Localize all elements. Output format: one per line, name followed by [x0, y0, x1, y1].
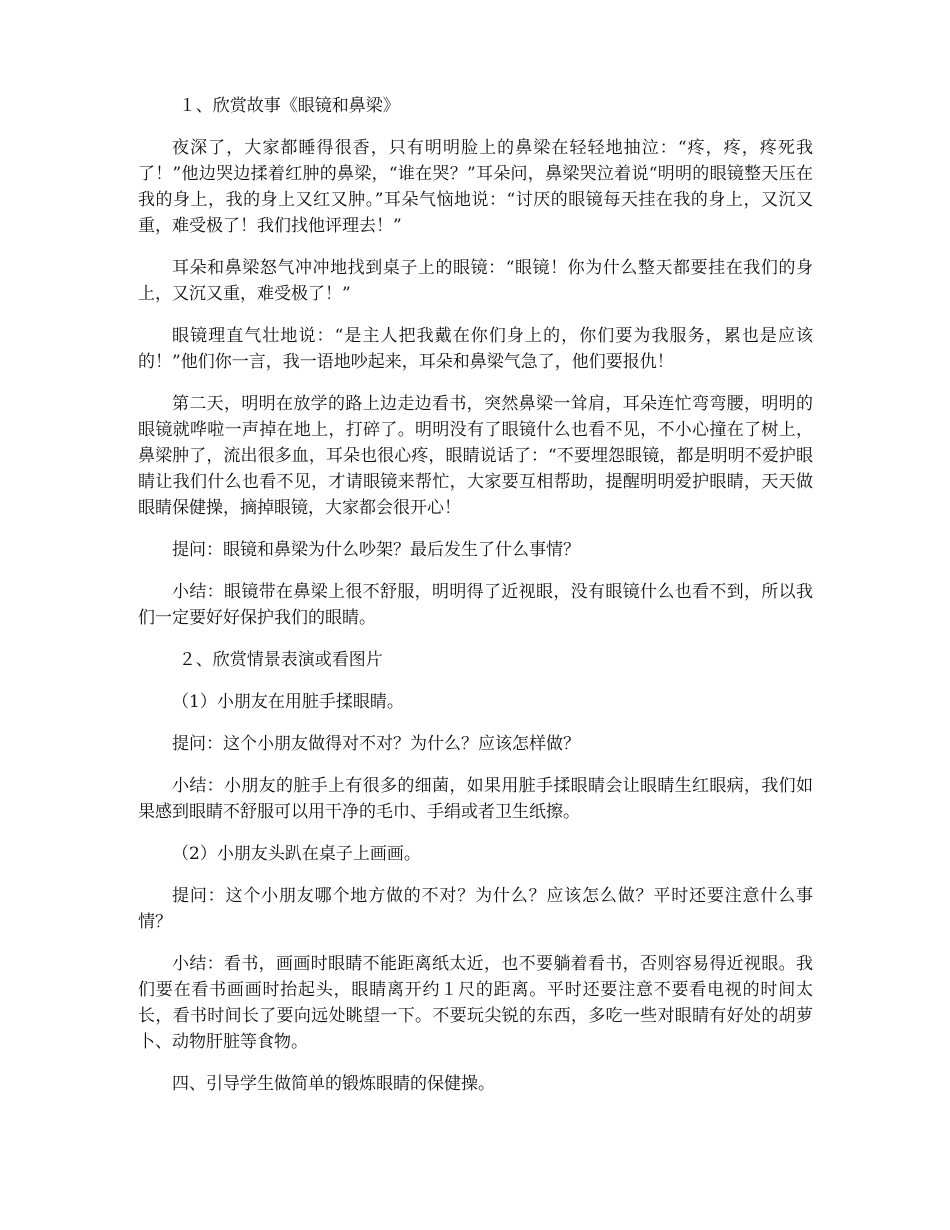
question-paragraph-2: 提问：这个小朋友做得对不对？为什么？应该怎样做？	[172, 734, 580, 754]
summary-paragraph-2: 小结：小朋友的脏手上有很多的细菌，如果用脏手揉眼睛会让眼睛生红眼病，我们如果感到眼睛不舒服可以用干净的毛巾、手绢或者卫生纸擦。	[138, 776, 813, 822]
story-paragraph-1: 夜深了，大家都睡得很香，只有明明脸上的鼻梁在轻轻地抽泣：“疼，疼，疼死我了！”他边哭边揉着红肿的鼻梁，“谁在哭？”耳朵问，鼻梁哭泣着说“明明的眼镜整天压在我的身上，我的身上又红又肿。”耳朵气恼地说：“讨厌的眼镜每天挂在我的身上，又沉又重，难受极了！我们找他评理去！”	[138, 138, 813, 236]
summary-paragraph-1: 小结：眼镜带在鼻梁上很不舒服，明明得了近视眼，没有眼镜什么也看不到，所以我们一定要好好保护我们的眼睛。	[138, 582, 813, 628]
question-paragraph-1: 提问：眼镜和鼻梁为什么吵架？最后发生了什么事情？	[172, 540, 580, 560]
section-heading-exercise: 四、引导学生做简单的锻炼眼睛的保健操。	[172, 1074, 495, 1094]
section-heading-story: １、欣赏故事《眼镜和鼻梁》	[178, 96, 400, 116]
section-heading-scene: ２、欣赏情景表演或看图片	[178, 650, 383, 670]
question-paragraph-3: 提问：这个小朋友哪个地方做的不对？为什么？应该怎么做？平时还要注意什么事情？	[138, 886, 813, 932]
story-paragraph-3: 眼镜理直气壮地说：“是主人把我戴在你们身上的，你们要为我服务，累也是应该的！”他们你一言，我一语地吵起来，耳朵和鼻梁气急了，他们要报仇！	[138, 326, 813, 372]
story-paragraph-2: 耳朵和鼻梁怒气冲冲地找到桌子上的眼镜：“眼镜！你为什么整天都要挂在我们的身上，又沉又重，难受极了！”	[138, 258, 813, 304]
scene-item-2: （2）小朋友头趴在桌子上画画。	[172, 844, 421, 864]
scene-item-1: （1）小朋友在用脏手揉眼睛。	[172, 692, 404, 712]
story-paragraph-4: 第二天，明明在放学的路上边走边看书，突然鼻梁一耸肩，耳朵连忙弯弯腰，明明的眼镜就哗啦一声掉在地上，打碎了。明明没有了眼镜什么也看不见，不小心撞在了树上，鼻梁肿了，流出很多血，耳朵也很心疼，眼睛说话了：“不要埋怨眼镜，都是明明不爱护眼睛让我们什么也看不见，才请眼镜来帮忙，大家要互相帮助，提醒明明爱护眼睛，天天做眼睛保健操，摘掉眼镜，大家都会很开心！	[138, 394, 813, 518]
document-body	[138, 93, 813, 1113]
summary-paragraph-3: 小结：看书，画画时眼睛不能距离纸太近，也不要躺着看书，否则容易得近视眼。我们要在看书画画时抬起头，眼睛离开约１尺的距离。平时还要注意不要看电视的时间太长，看书时间长了要向远处眺望一下。不要玩尖锐的东西，多吃一些对眼睛有好处的胡萝卜、动物肝脏等食物。	[138, 954, 813, 1052]
